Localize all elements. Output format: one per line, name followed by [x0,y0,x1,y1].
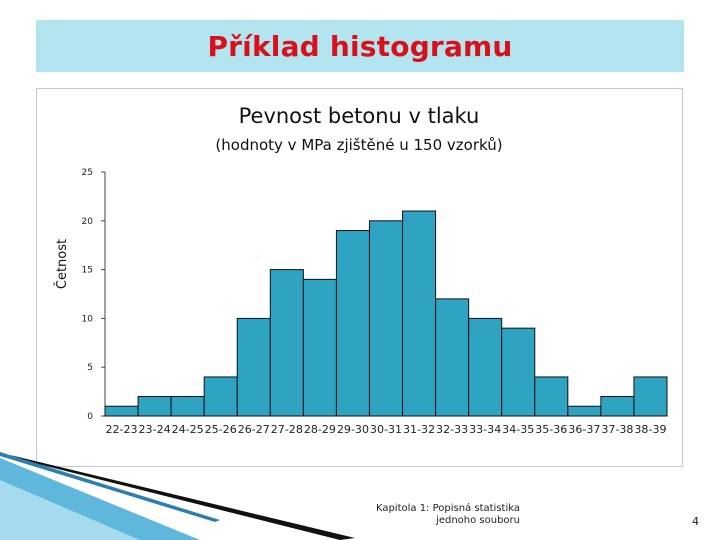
decorative-swoosh [0,450,360,540]
histogram-bar [336,231,369,416]
histogram-bar [171,396,204,416]
x-tick-label: 31-32 [403,424,436,436]
x-tick-label: 35-36 [535,424,568,436]
y-tick-label: 0 [87,412,93,422]
histogram-bar [436,299,469,416]
x-tick-label: 24-25 [171,424,204,436]
x-tick-label: 36-37 [568,424,601,436]
x-tick-label: 29-30 [336,424,369,436]
histogram-bar [303,279,336,416]
y-tick-label: 25 [81,168,93,178]
y-tick-label: 10 [81,314,93,325]
x-tick-label: 37-38 [601,424,634,436]
x-tick-label: 25-26 [204,424,238,436]
y-tick-label: 15 [81,265,93,276]
slide-title-bar [36,20,684,72]
x-tick-label: 30-31 [369,424,403,436]
histogram-bar [568,406,601,416]
histogram-bar [270,270,303,416]
histogram-bar [535,377,568,416]
x-tick-label: 23-24 [138,424,171,436]
histogram-bar [403,211,436,416]
x-tick-label: 26-27 [237,424,270,436]
footer-line-2: jednoho souboru [436,515,520,526]
y-tick-label: 20 [81,216,93,227]
x-tick-labels [105,424,666,436]
x-tick-label: 27-28 [270,424,303,436]
footer-line-1: Kapitola 1: Popisná statistika [375,503,520,514]
x-tick-label: 22-23 [105,424,138,436]
y-tick-labels [82,168,105,422]
chart-title: Pevnost betonu v tlaku [238,104,480,128]
chart-subtitle: (hodnoty v MPa zjištěné u 150 vzorků) [215,136,503,154]
chart-bars [105,211,667,416]
histogram-bar [237,318,270,416]
histogram-bar [204,377,237,416]
slide-title: Příklad histogramu [207,29,513,63]
histogram-bar [105,406,138,416]
x-tick-label: 34-35 [502,424,535,436]
x-tick-label: 38-39 [634,424,667,436]
histogram-bar [601,396,634,416]
histogram-bar [138,396,171,416]
x-tick-label: 28-29 [303,424,336,436]
y-axis-label: Četnost [55,238,70,290]
x-tick-label: 32-33 [436,424,469,436]
slide-footer [360,503,520,527]
y-tick-label: 5 [87,363,93,374]
histogram-bar [502,328,535,416]
histogram-bar [369,221,402,416]
histogram-chart [37,89,682,466]
chart-frame [36,88,683,467]
histogram-bar [469,318,502,416]
x-tick-label: 33-34 [469,424,502,436]
page-number: 4 [692,515,699,528]
histogram-bar [634,377,667,416]
